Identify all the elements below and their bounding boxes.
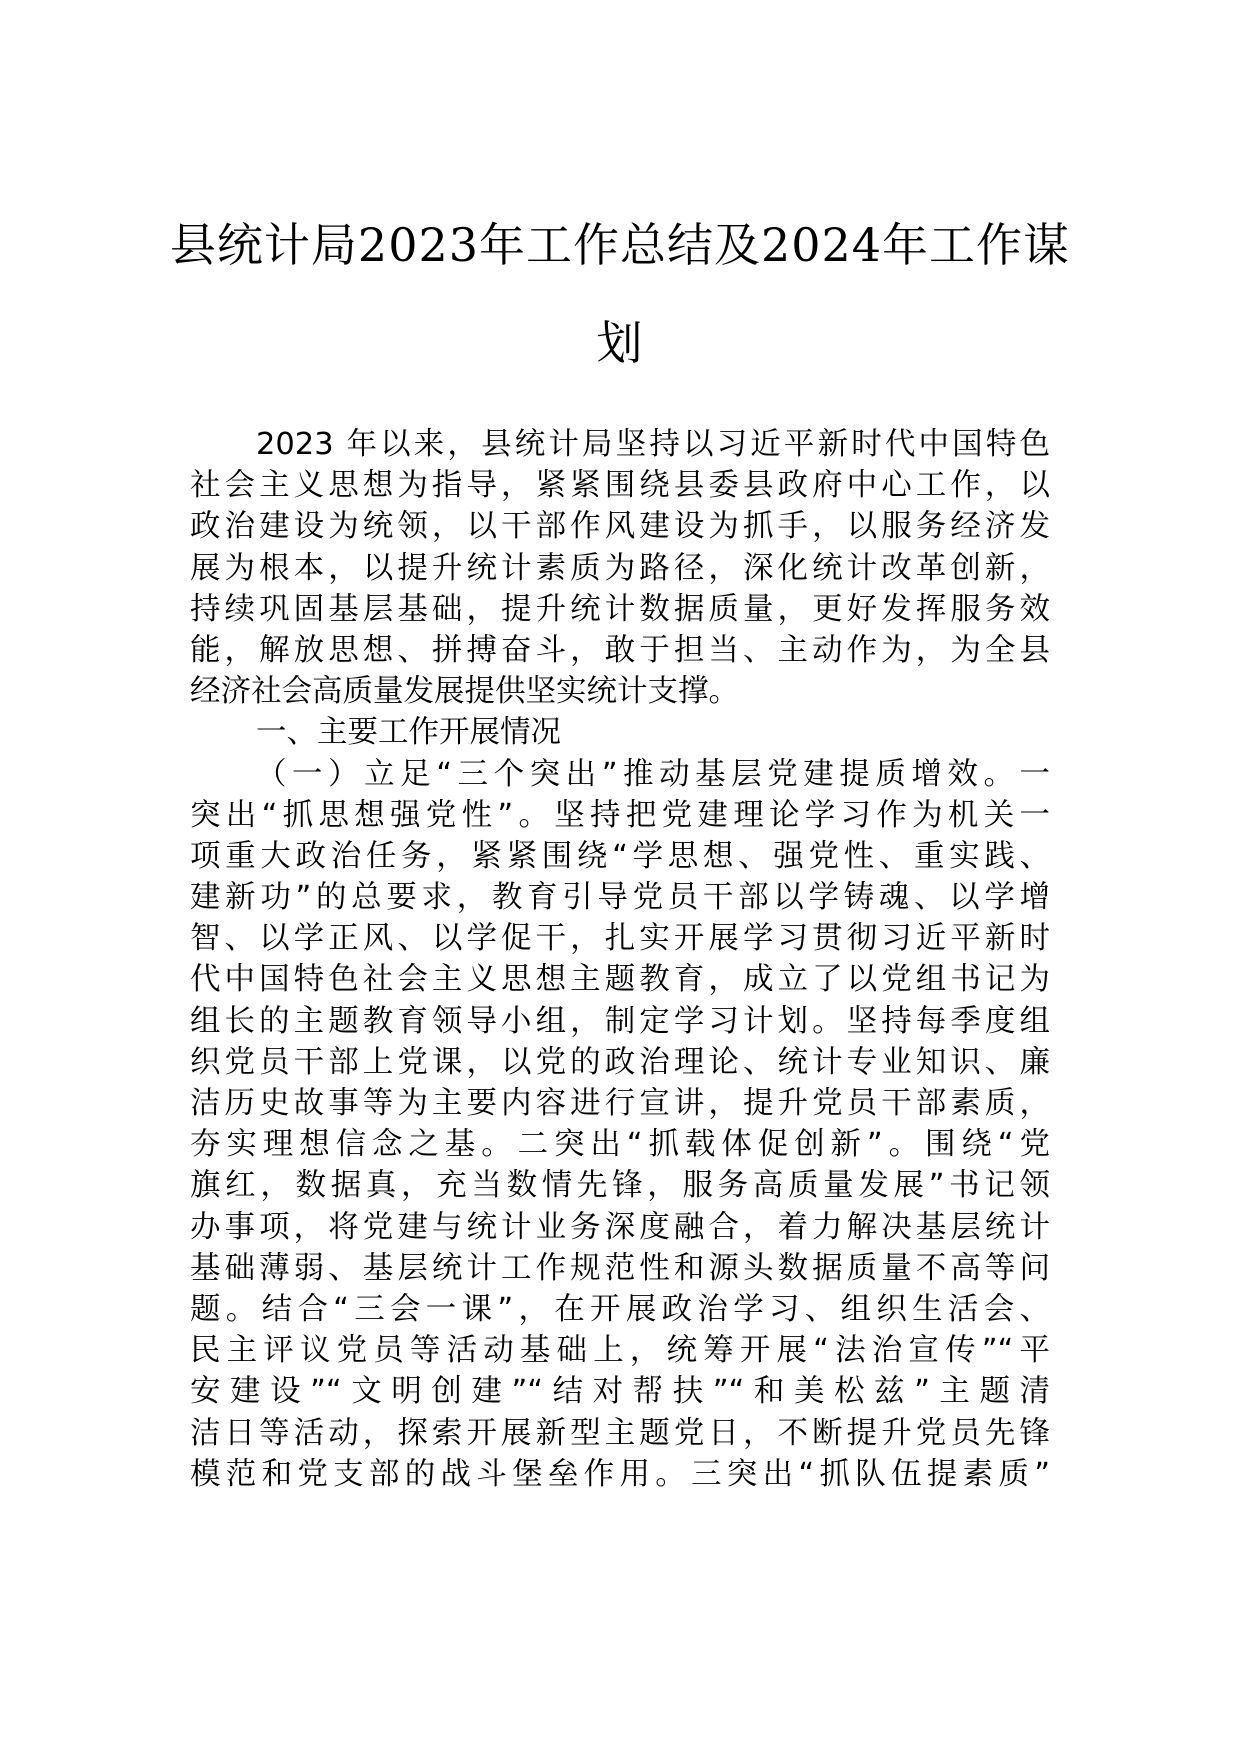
text-line: 社会主义思想为指导，紧紧围绕县委县政府中心工作，以 [190,468,1050,504]
text-line: 经济社会高质量发展提供坚实统计支撑。 [190,674,739,710]
text-line: 基础薄弱、基层统计工作规范性和源头数据质量不高等问 [190,1250,1050,1286]
title-line: 县统计局2023年工作总结及2024年工作谋 [169,218,1071,272]
text-line: 织党员干部上党课，以党的政治理论、统计专业知识、廉 [190,1044,1050,1080]
text-line: 持续巩固基层基础，提升统计数据质量，更好发挥服务效 [190,591,1050,627]
text-line: 2023 年以来，县统计局坚持以习近平新时代中国特色 [256,427,1050,462]
text-line: 政治建设为统领，以干部作风建设为抓手，以服务经济发 [190,509,1050,545]
text-line: 代中国特色社会主义思想主题教育，成立了以党组书记为 [190,962,1050,998]
text-line: 突出“抓思想强党性”。坚持把党建理论学习作为机关一 [190,797,1050,833]
text-line: 题。结合“三会一课”，在开展政治学习、组织生活会、 [190,1291,1050,1327]
text-line: 安建设”“文明创建”“结对帮扶”“和美松兹”主题清 [190,1374,1050,1410]
text-line: 智、以学正风、以学促干，扎实开展学习贯彻习近平新时 [190,921,1050,957]
section-heading [190,712,1050,753]
text-line: 民主评议党员等活动基础上，统筹开展“法治宣传”“平 [190,1333,1050,1369]
text-line: 旗红，数据真，充当数情先锋，服务高质量发展”书记领 [190,1168,1050,1204]
text-line: 能，解放思想、拼搏奋斗，敢于担当、主动作为，为全县 [190,632,1050,668]
section-paragraph [190,754,1050,1495]
document-title [150,196,1090,392]
text-line: 夯实理想信念之基。二突出“抓载体促创新”。围绕“党 [190,1127,1050,1163]
text-line: 建新功”的总要求，教育引导党员干部以学铸魂、以学增 [190,880,1050,916]
text-line: （一）立足“三个突出”推动基层党建提质增效。一 [256,756,1050,792]
intro-paragraph [190,424,1050,712]
document-body [190,424,1050,1495]
title-line: 划 [596,316,644,370]
text-line: 组长的主题教育领导小组，制定学习计划。坚持每季度组 [190,1003,1050,1039]
text-line: 展为根本，以提升统计素质为路径，深化统计改革创新， [190,550,1050,586]
text-line: 洁历史故事等为主要内容进行宣讲，提升党员干部素质， [190,1086,1050,1121]
text-line: 项重大政治任务，紧紧围绕“学思想、强党性、重实践、 [190,838,1050,874]
heading-line: 一、主要工作开展情况 [256,715,561,751]
text-line: 模范和党支部的战斗堡垒作用。三突出“抓队伍提素质” [190,1456,1050,1492]
text-line: 洁日等活动，探索开展新型主题党日，不断提升党员先锋 [190,1415,1050,1451]
text-line: 办事项，将党建与统计业务深度融合，着力解决基层统计 [190,1209,1050,1245]
